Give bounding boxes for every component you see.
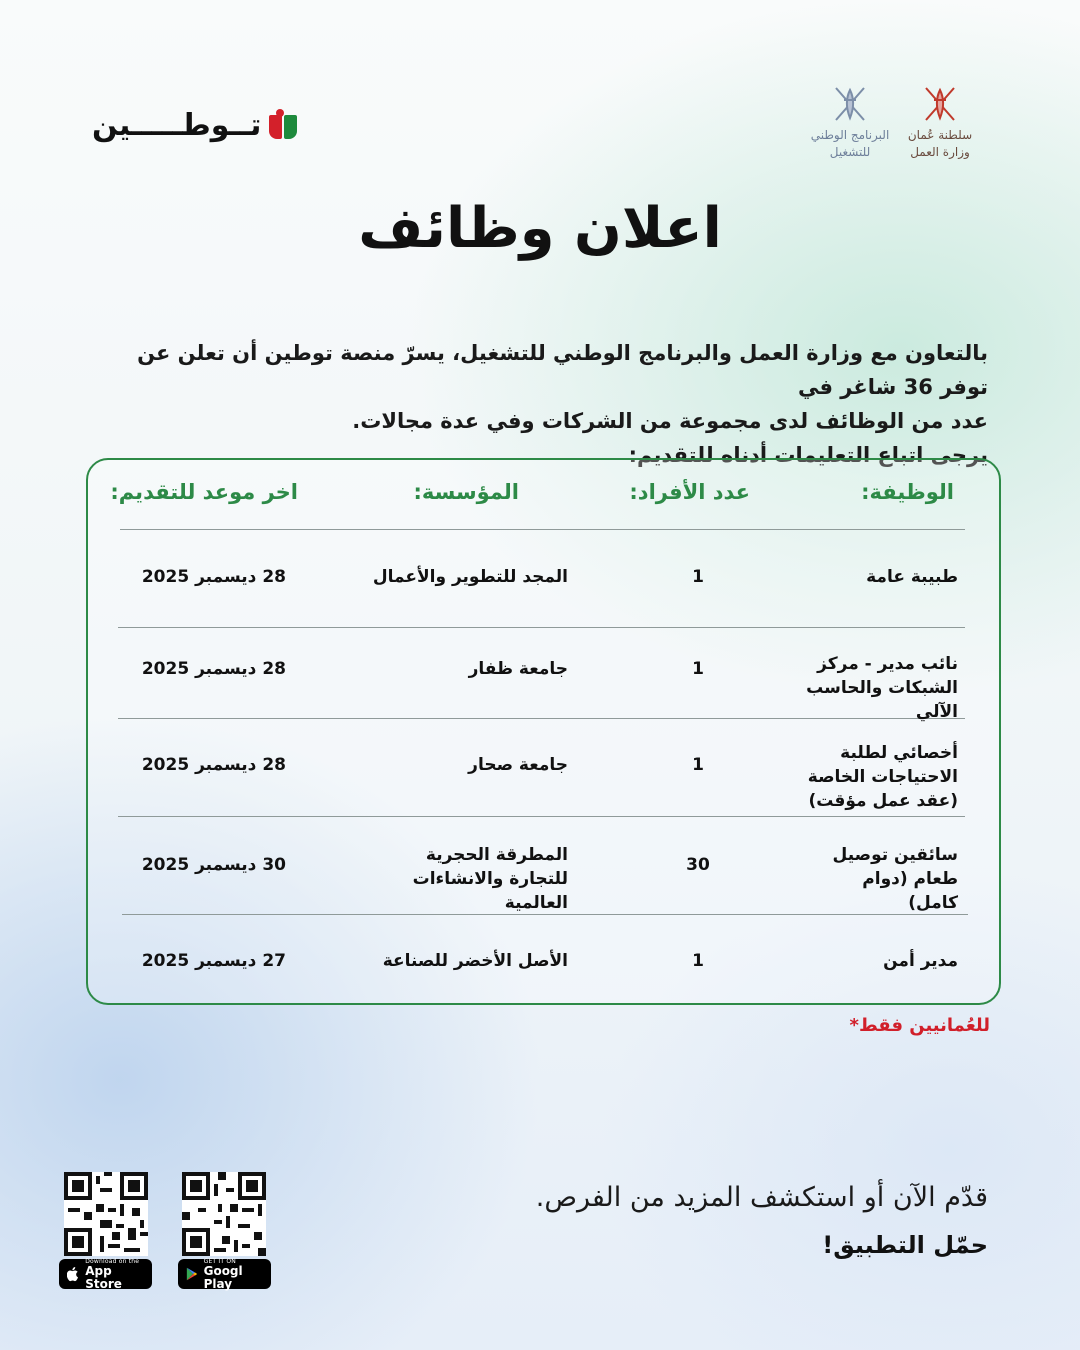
- row-1-count: 1: [692, 567, 704, 587]
- app-store-qr-code[interactable]: [64, 1172, 148, 1256]
- ministry-logo-line-1: سلطنة عُمان: [907, 128, 973, 142]
- cta-apply-text: قدّم الآن أو استكشف المزيد من الفرص.: [535, 1182, 988, 1213]
- intro-line-3: يرجى اتباع التعليمات أدناه للتقديم:: [628, 443, 988, 467]
- row-1-deadline: 28 ديسمبر 2025: [141, 567, 286, 587]
- row-2-deadline: 28 ديسمبر 2025: [141, 659, 286, 679]
- omanis-only-note: للعُمانيين فقط*: [849, 1015, 990, 1036]
- app-store-badge[interactable]: [59, 1259, 152, 1289]
- row-divider: [118, 816, 965, 817]
- row-4-deadline: 30 ديسمبر 2025: [141, 855, 286, 875]
- row-2-job: نائب مدير - مركز الشبكات والحاسب الآلي: [806, 654, 958, 722]
- header-count: عدد الأفراد:: [629, 480, 750, 504]
- row-3-job: أخصائي لطلبة الاحتياجات الخاصة (عقد عمل مؤقت): [807, 743, 958, 811]
- cta-download-text: حمّل التطبيق!: [822, 1231, 988, 1259]
- google-play-small-text: GET IT ON: [203, 1257, 236, 1265]
- intro-paragraph: [108, 336, 988, 472]
- app-store-label: App Store: [85, 1263, 122, 1291]
- row-4-job: سائقين توصيل طعام (دوام كامل): [832, 845, 958, 913]
- intro-line-1: بالتعاون مع وزارة العمل والبرنامج الوطني للتشغيل، يسرّ منصة توطين أن تعلن عن توفر 36 شاغر في: [137, 341, 988, 399]
- row-5-organization: الأصل الأخضر للصناعة: [382, 951, 568, 971]
- row-1-job: طبيبة عامة: [866, 567, 958, 587]
- row-3-organization: جامعة صحار: [468, 755, 568, 775]
- national-employment-program-logo: [795, 82, 905, 160]
- intro-line-2: عدد من الوظائف لدى مجموعة من الشركات وفي عدة مجالات.: [352, 409, 988, 433]
- row-5-job: مدير أمن: [883, 951, 958, 971]
- program-logo-line-1: البرنامج الوطني: [810, 128, 890, 142]
- google-play-label: Googl Play: [203, 1263, 243, 1291]
- header-deadline: اخر موعد للتقديم:: [110, 480, 298, 504]
- row-5-deadline: 27 ديسمبر 2025: [141, 951, 286, 971]
- row-divider: [118, 627, 965, 628]
- google-play-icon: [186, 1266, 198, 1282]
- tawteen-logo-icon: [267, 111, 297, 141]
- brand-name: تــوطـــــين: [92, 108, 262, 143]
- row-2-organization: جامعة ظفار: [468, 659, 568, 679]
- row-2-count: 1: [692, 659, 704, 679]
- row-3-deadline: 28 ديسمبر 2025: [141, 755, 286, 775]
- row-5-count: 1: [692, 951, 704, 971]
- khanjar-emblem-icon: [920, 82, 960, 126]
- khanjar-emblem-icon: [830, 82, 870, 126]
- ministry-of-labour-logo: [900, 82, 980, 160]
- app-store-small-text: Download on the: [85, 1257, 140, 1265]
- apple-icon: [67, 1266, 79, 1282]
- tawteen-logo: [92, 108, 297, 143]
- row-4-count: 30: [686, 855, 710, 875]
- row-3-count: 1: [692, 755, 704, 775]
- ministry-logo-line-2: وزارة العمل: [910, 145, 970, 159]
- program-logo-line-2: للتشغيل: [829, 145, 871, 159]
- header-job: الوظيفة:: [861, 480, 954, 504]
- header-divider: [120, 529, 965, 530]
- row-4-organization: المطرقة الحجرية للتجارة والانشاءات العالمية: [412, 845, 568, 913]
- google-play-badge[interactable]: [178, 1259, 271, 1289]
- jobs-table-card: [86, 458, 1001, 1005]
- google-play-qr-code[interactable]: [182, 1172, 266, 1256]
- row-1-organization: المجد للتطوير والأعمال: [372, 567, 568, 587]
- header-organization: المؤسسة:: [413, 480, 519, 504]
- page-title: اعلان وظائف: [358, 196, 722, 261]
